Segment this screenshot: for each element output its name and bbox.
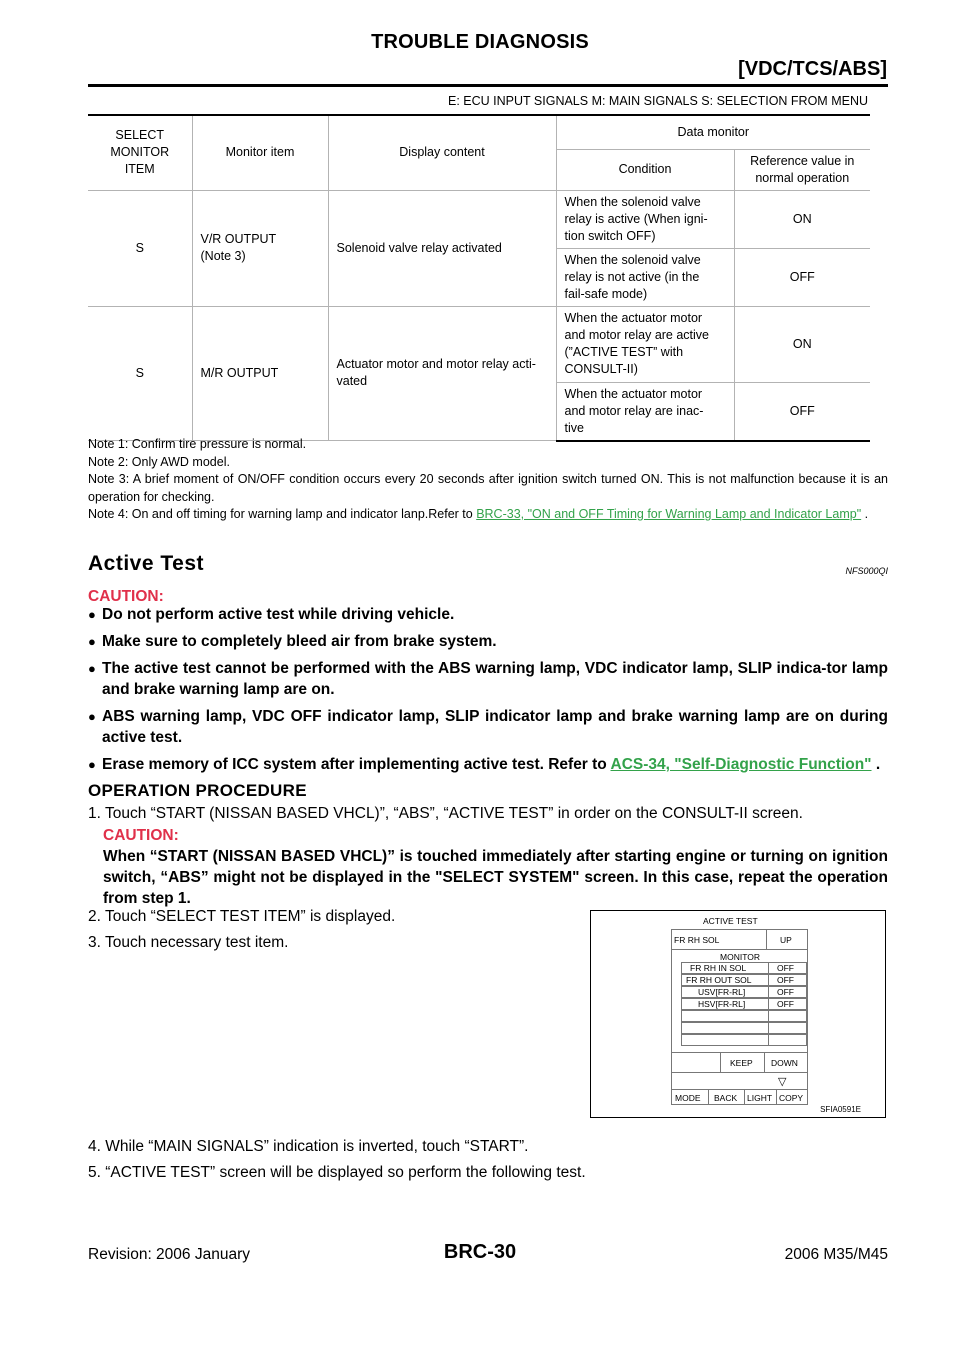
cell-display-content: Solenoid valve relay activated [328, 190, 556, 306]
figure-keep-label: KEEP [730, 1058, 753, 1068]
caution-item: ● Erase memory of ICC system after implementing active test. Refer to ACS-34, "Self-Diagnostic Function" . [88, 756, 881, 773]
note-1: Note 1: Confirm tire pressure is normal. [88, 437, 307, 451]
note-4: Note 4: On and off timing for warning lamp and indicator lanp.Refer to BRC-33, "ON and OFF Timing for Warning Lamp and Indicator Lamp" . [88, 507, 869, 521]
signal-legend: E: ECU INPUT SIGNALS M: MAIN SIGNALS S: SELECTION FROM MENU [448, 94, 868, 108]
figure-empty-cell [768, 1034, 807, 1046]
triangle-down-icon: ▽ [778, 1076, 787, 1088]
section-heading-active-test: Active Test [88, 552, 204, 575]
cell-condition: When the actuator motor and motor relay are active (”ACTIVE TEST” with CONSULT-II) [556, 306, 734, 382]
figure-empty-cell [768, 1022, 807, 1034]
figure-monitor-name: USV[FR-RL] [698, 987, 746, 997]
bullet-icon: ● [88, 709, 96, 724]
figure-monitor-name: HSV[FR-RL] [698, 999, 746, 1009]
figure-divider [708, 1089, 709, 1105]
figure-divider [744, 1089, 745, 1105]
header-reference-value: Reference value in normal operation [734, 149, 870, 190]
note-2: Note 2: Only AWD model. [88, 454, 230, 469]
section-code: NFS000QI [845, 566, 888, 576]
note-4-reference-link[interactable]: BRC-33, "ON and OFF Timing for Warning Lamp and Indicator Lamp" [476, 507, 862, 521]
figure-mode-button: MODE [675, 1093, 701, 1103]
caution-item: ● Make sure to completely bleed air from brake system. [88, 633, 497, 650]
figure-title: ACTIVE TEST [703, 916, 758, 926]
figure-monitor-value: OFF [777, 987, 794, 997]
cell-reference-value: OFF [734, 248, 870, 306]
figure-monitor-value: OFF [777, 999, 794, 1009]
caution-item: ● Do not perform active test while driving vehicle. [88, 606, 455, 623]
step-1-caution-label: CAUTION: [103, 827, 179, 844]
footer-page-number: BRC-30 [443, 1241, 517, 1263]
procedure-step-3: 3. Touch necessary test item. [88, 934, 289, 951]
table-row [88, 306, 870, 382]
step-1-caution-text: When “START (NISSAN BASED VHCL)” is touched immediately after starting engine or turning on ignition switch, “ABS” might not be displayed in the "SELECT SYSTEM" screen. In this case, repeat the operation from step 1. [103, 848, 888, 907]
section-subtitle: [VDC/TCS/ABS] [738, 58, 887, 80]
figure-monitor-label: MONITOR [720, 952, 760, 962]
bullet-icon: ● [88, 661, 96, 676]
header-rule [88, 84, 888, 87]
figure-back-button: BACK [714, 1093, 738, 1103]
cell-monitor-item: M/R OUTPUT [192, 306, 328, 441]
figure-light-button: LIGHT [747, 1093, 773, 1103]
header-select-monitor-item: SELECT MONITOR ITEM [88, 115, 192, 190]
figure-monitor-name: FR RH OUT SOL [686, 975, 752, 985]
cell-display-content: Actuator motor and motor relay acti- vated [328, 306, 556, 441]
procedure-heading: OPERATION PROCEDURE [88, 781, 307, 800]
step-1-caution [103, 825, 888, 909]
figure-divider [776, 1089, 777, 1105]
bullet-icon: ● [88, 634, 96, 649]
table-row [88, 190, 870, 248]
caution-item: ● ABS warning lamp, VDC OFF indicator lamp, SLIP indicator lamp and brake warning lamp are on during active test. [88, 708, 888, 746]
procedure-step-2: 2. Touch “SELECT TEST ITEM” is displayed. [88, 908, 396, 925]
header-data-monitor: Data monitor [556, 115, 870, 149]
note-3: Note 3: A brief moment of ON/OFF condition occurs every 20 seconds after ignition switch turned ON. This is not malfunction because it is an operation for checking. [88, 472, 888, 504]
cell-monitor-item: V/R OUTPUT (Note 3) [192, 190, 328, 306]
procedure-step-1: 1. Touch “START (NISSAN BASED VHCL)”, “ABS”, “ACTIVE TEST” in order on the CONSULT-II screen. [88, 805, 803, 822]
figure-copy-button: COPY [779, 1093, 804, 1103]
figure-empty-cell [768, 1010, 807, 1022]
footer-revision: Revision: 2006 January [88, 1246, 250, 1263]
header-display-content: Display content [328, 115, 556, 190]
table-notes [88, 436, 888, 524]
figure-down-label: DOWN [771, 1058, 798, 1068]
figure-monitor-value: OFF [777, 975, 794, 985]
active-test-screen-figure [590, 910, 886, 1118]
cell-reference-value: ON [734, 190, 870, 248]
caution-item: ● The active test cannot be performed with the ABS warning lamp, VDC indicator lamp, SLIP indica-tor lamp and brake warning lamp are on. [88, 660, 888, 698]
figure-up-label: UP [780, 935, 792, 945]
cell-reference-value: OFF [734, 382, 870, 441]
bullet-icon: ● [88, 757, 96, 772]
cell-select: S [88, 306, 192, 441]
procedure-step-4: 4. While “MAIN SIGNALS” indication is inverted, touch “START”. [88, 1138, 529, 1155]
figure-code: SFIA0591E [820, 1105, 861, 1114]
page-title: TROUBLE DIAGNOSIS [371, 31, 589, 53]
acs-self-diagnostic-link[interactable]: ACS-34, "Self-Diagnostic Function" [610, 756, 872, 773]
bullet-icon: ● [88, 607, 96, 622]
cell-select: S [88, 190, 192, 306]
header-monitor-item: Monitor item [192, 115, 328, 190]
figure-panel [671, 929, 808, 1105]
monitor-table [88, 114, 870, 442]
footer-model: 2006 M35/M45 [784, 1246, 888, 1263]
cell-condition: When the solenoid valve relay is not active (in the fail-safe mode) [556, 248, 734, 306]
figure-monitor-name: FR RH IN SOL [690, 963, 747, 973]
cell-reference-value: ON [734, 306, 870, 382]
cell-condition: When the actuator motor and motor relay are inac- tive [556, 382, 734, 441]
caution-list [88, 604, 888, 781]
header-condition: Condition [556, 149, 734, 190]
figure-test-item: FR RH SOL [674, 935, 720, 945]
procedure-step-5: 5. “ACTIVE TEST” screen will be displayed so perform the following test. [88, 1164, 586, 1181]
cell-condition: When the solenoid valve relay is active (When igni- tion switch OFF) [556, 190, 734, 248]
caution-label: CAUTION: [88, 588, 164, 605]
figure-monitor-value: OFF [777, 963, 794, 973]
